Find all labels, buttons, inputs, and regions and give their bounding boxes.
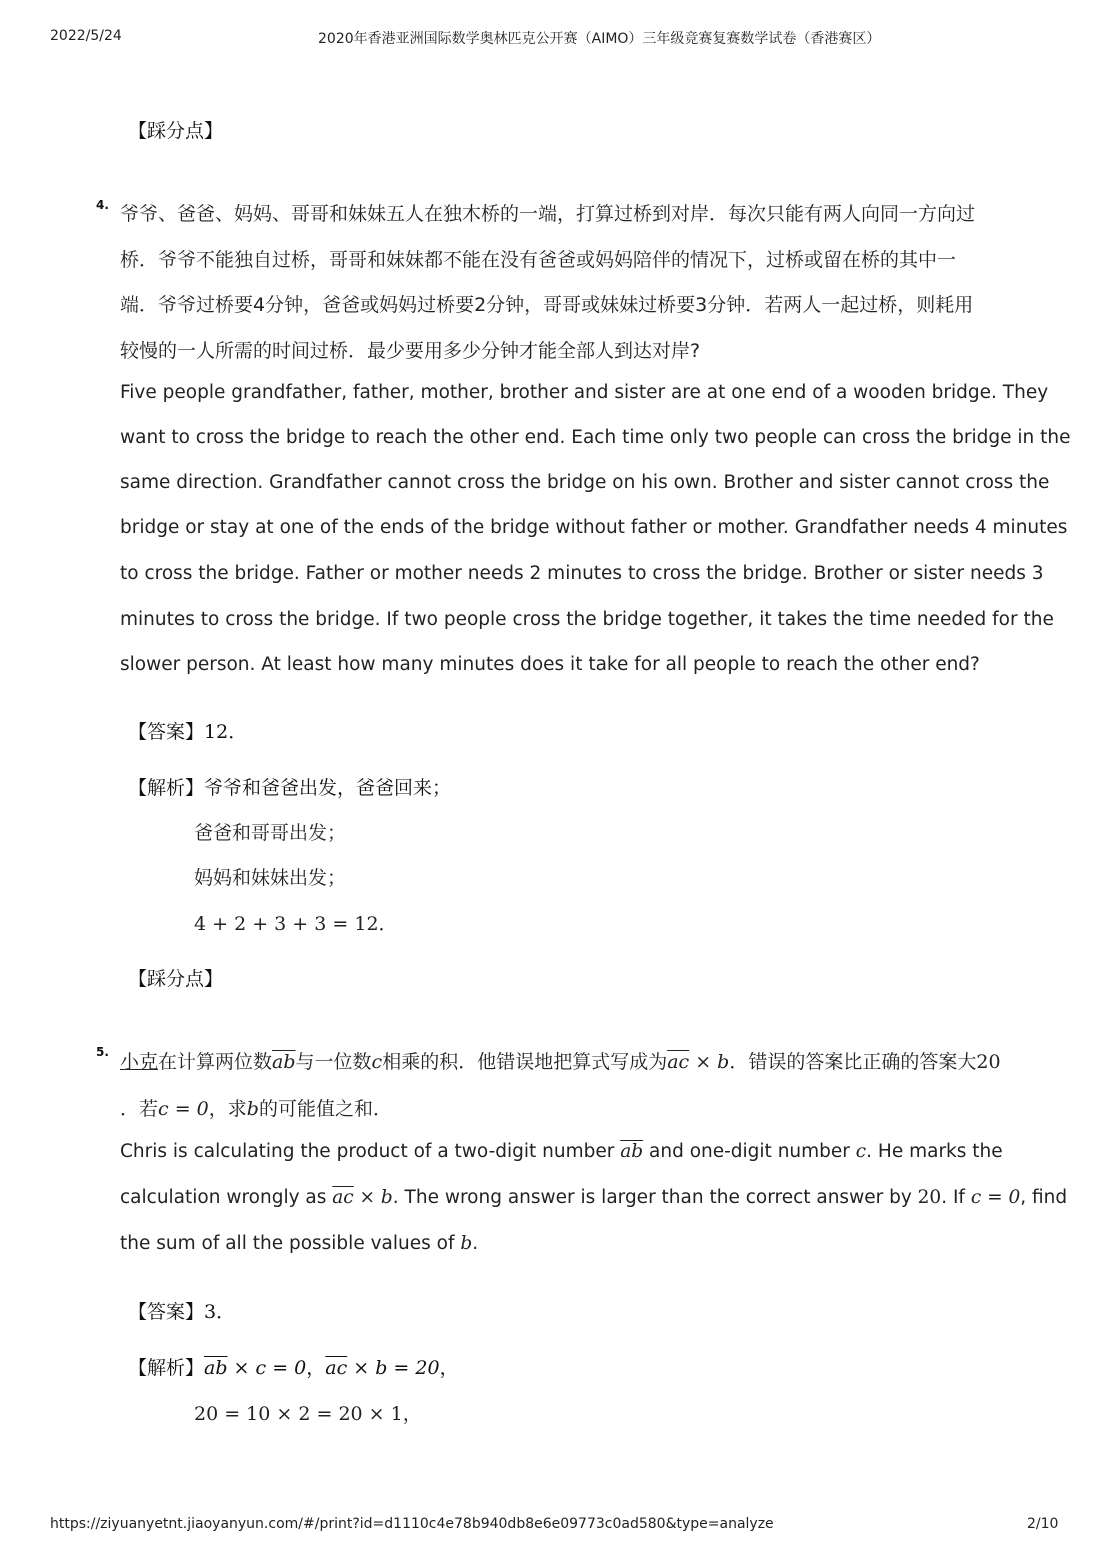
scoring-point-label: 【踩分点】 [128,968,224,990]
text-span: ， [306,1357,326,1379]
math-ab: $\overline{ab}$ [204,1357,228,1379]
question-text-zh: 较慢的一人所需的时间过桥．最少要用多少分钟才能全部人到达对岸? [120,340,701,362]
analysis-label: 【解析】 [128,1357,205,1379]
text-span: . The wrong answer is larger than the correct answer by [392,1187,918,1208]
question-text-en: slower person. At least how many minutes does it take for all people to reach the other end? [120,654,980,675]
math-ac: $\overline{ac}$ [325,1357,348,1379]
question-text-zh [120,1094,392,1121]
analysis-text: 妈妈和妹妹出发； [194,867,347,889]
text-span: . If [941,1187,971,1208]
question-number: 5. [96,1045,109,1059]
analysis-text: 爷爷和爸爸出发，爸爸回来； [204,777,452,799]
question-text-en: minutes to cross the bridge. If two people cross the bridge together, it takes the time needed for the [120,609,1054,630]
analysis-equation: × c = 0 [227,1357,307,1379]
question-text-en: to cross the bridge. Father or mother needs 2 minutes to cross the bridge. Brother or sister needs 3 [120,563,1044,584]
text-span: Chris is calculating the product of a two-digit number [120,1141,621,1162]
analysis-text: 爸爸和哥哥出发； [194,822,347,844]
answer-row [128,1297,235,1324]
page-number: 2/10 [1027,1516,1059,1532]
analysis-row [128,773,451,800]
answer-row [128,717,247,744]
answer-label: 【答案】 [128,721,205,743]
scoring-point-label: 【踩分点】 [128,120,224,142]
question-text-en: same direction. Grandfather cannot cross the bridge on his own. Brother and sister cannot cross the [120,472,1050,493]
math-c-zero: c = 0 [158,1098,209,1120]
analysis-label: 【解析】 [128,777,205,799]
math-20: 20 [917,1187,942,1208]
text-span: ，求 [208,1098,247,1120]
text-span: . He marks the [866,1141,1003,1162]
analysis-equation: 20 = 10 × 2 = 20 × 1， [194,1403,422,1425]
question-text-en: bridge or stay at one of the ends of the bridge without father or mother. Grandfather needs 4 minutes [120,517,1068,538]
text-span: the sum of all the possible values of [120,1233,461,1254]
question-text-zh [120,1047,1001,1074]
text-span: 相乘的积．他错误地把算式写成为 [382,1051,668,1073]
math-c: c [371,1051,383,1073]
print-date: 2022/5/24 [50,28,122,44]
math-times-b: × b [353,1187,393,1208]
text-span: ．若 [120,1098,159,1120]
math-ac: $\overline{ac}$ [332,1187,354,1208]
text-span: calculation wrongly as [120,1187,333,1208]
text-span: 的可能值之和． [258,1098,392,1120]
question-text-zh: 端．爷爷过桥要4分钟，爸爸或妈妈过桥要2分钟，哥哥或妹妹过桥要3分钟．若两人一起过桥，则耗用 [120,294,974,316]
text-span: 在计算两位数 [158,1051,273,1073]
math-b: b [246,1098,259,1120]
text-span: 与一位数 [295,1051,372,1073]
question-text-en [120,1233,478,1254]
question-text-zh: 桥．爷爷不能独自过桥，哥哥和妹妹都不能在没有爸爸或妈妈陪伴的情况下，过桥或留在桥的其中一 [120,249,957,271]
question-text-en: want to cross the bridge to reach the other end. Each time only two people can cross the bridge in the [120,427,1071,448]
text-span: and one-digit number [643,1141,856,1162]
math-c-zero: c = 0 [970,1187,1021,1208]
math-b: b [460,1233,473,1254]
text-span: ．错误的答案比正确的答案大 [729,1051,977,1073]
answer-value: 12． [204,721,248,743]
page-url: https://ziyuanyetnt.jiaoyanyun.com/#/print?id=d1110c4e78b940db8e6e09773c0ad580&type=analyze [50,1516,774,1532]
question-text-zh: 爷爷、爸爸、妈妈、哥哥和妹妹五人在独木桥的一端，打算过桥到对岸．每次只能有两人向同一方向过 [120,203,976,225]
person-name: 小克 [120,1051,159,1073]
question-number: 4. [96,198,109,212]
text-span: ， [439,1357,459,1379]
analysis-row [128,1353,459,1380]
text-span: , find [1020,1187,1068,1208]
answer-label: 【答案】 [128,1301,205,1323]
text-span: . [472,1233,479,1254]
analysis-equation: 4 + 2 + 3 + 3 = 12． [194,913,398,935]
math-c: c [855,1141,867,1162]
math-ab: $\overline{ab}$ [272,1051,296,1073]
question-text-en: Five people grandfather, father, mother, brother and sister are at one end of a wooden bridge. They [120,382,1049,403]
answer-value: 3． [204,1301,236,1323]
math-ab: $\overline{ab}$ [620,1141,644,1162]
document-title: 2020年香港亚洲国际数学奥林匹克公开赛（AIMO）三年级竞赛复赛数学试卷（香港赛区） [318,31,881,47]
question-text-en [120,1187,1067,1208]
math-20: 20 [976,1051,1001,1073]
analysis-equation: × b = 20 [347,1357,440,1379]
math-ac: $\overline{ac}$ [667,1051,690,1073]
math-times-b: × b [689,1051,730,1073]
question-text-en [120,1141,1003,1162]
